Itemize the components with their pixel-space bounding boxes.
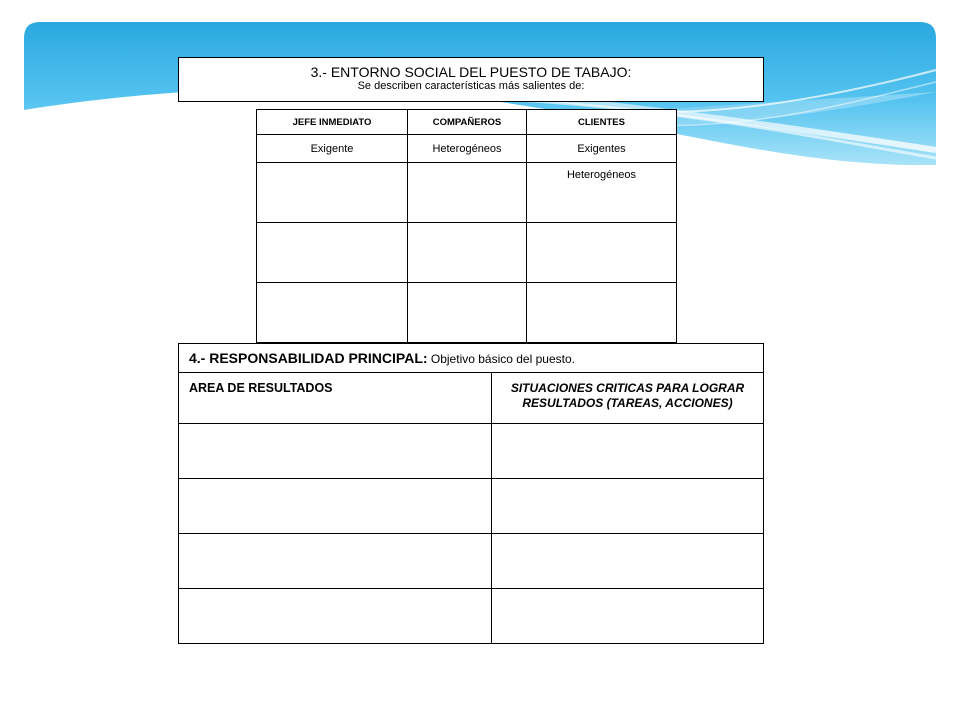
table-cell [408, 283, 527, 343]
table-cell [492, 424, 764, 479]
table-cell [492, 589, 764, 644]
table-cell [527, 283, 677, 343]
header-clientes: CLIENTES [527, 110, 677, 135]
table-cell [492, 534, 764, 589]
table-cell: Exigentes [527, 135, 677, 163]
header-jefe-inmediato: JEFE INMEDIATO [257, 110, 408, 135]
header-companeros: COMPAÑEROS [408, 110, 527, 135]
table-cell: Heterogéneos [527, 163, 677, 223]
table-cell [408, 223, 527, 283]
table-cell: Heterogéneos [408, 135, 527, 163]
table-cell [179, 589, 492, 644]
section3-header-box [178, 57, 764, 102]
section4-title: 4.- RESPONSABILIDAD PRINCIPAL: [189, 350, 428, 366]
table-cell [408, 163, 527, 223]
col-header-area-resultados: AREA DE RESULTADOS [179, 373, 492, 424]
table-cell: Exigente [257, 135, 408, 163]
section3-header-cell [179, 58, 764, 102]
table-cell [492, 479, 764, 534]
table-cell [527, 223, 677, 283]
section3-title: 3.- ENTORNO SOCIAL DEL PUESTO DE TABAJO: [310, 64, 632, 80]
section4-header-cell [179, 344, 764, 373]
table-cell [257, 163, 408, 223]
table-cell [257, 283, 408, 343]
table-cell [179, 424, 492, 479]
social-environment-table [256, 109, 677, 343]
section3-subtitle: Se describen características más salientes de: [357, 80, 585, 92]
col-header-situaciones-criticas: SITUACIONES CRITICAS PARA LOGRAR RESULTADOS (TAREAS, ACCIONES) [492, 373, 764, 424]
table-cell [179, 534, 492, 589]
table-cell [257, 223, 408, 283]
section4-subtitle: Objetivo básico del puesto. [427, 352, 575, 366]
table-cell [179, 479, 492, 534]
responsibility-table [178, 343, 764, 644]
